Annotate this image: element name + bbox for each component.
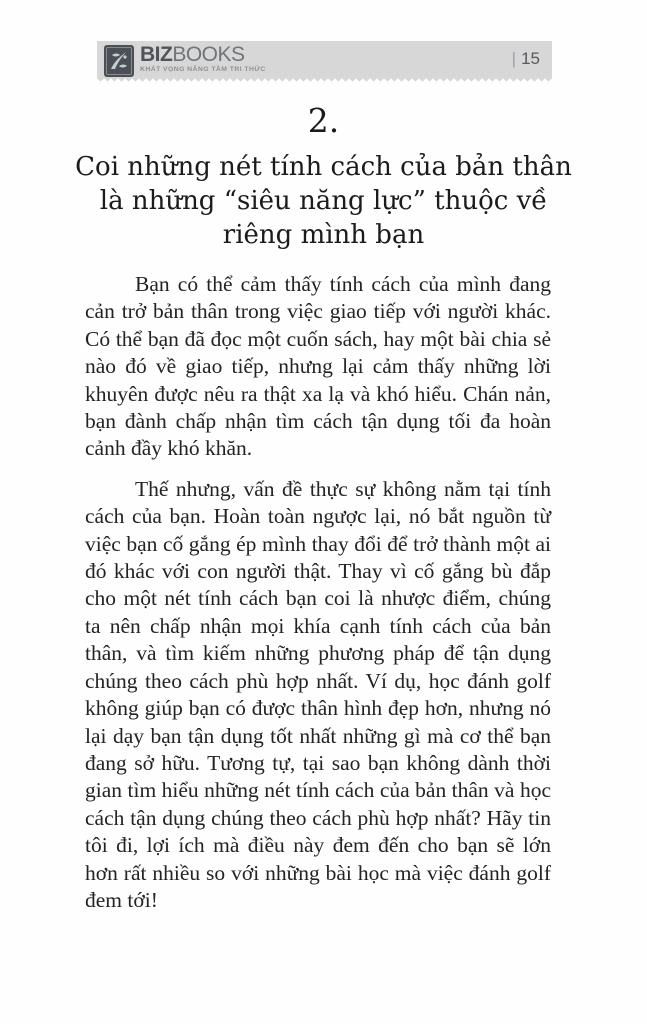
brand-name-biz: BIZ xyxy=(140,42,173,66)
page-number-value: 15 xyxy=(521,49,540,68)
page-header-bar xyxy=(97,41,552,77)
bizbooks-brand xyxy=(104,41,266,77)
paragraph: Thế nhưng, vấn đề thực sự không nằm tại tính cách của bạn. Hoàn toàn ngược lại, nó bắt nguồn từ việc bạn cố gắng ép mình thay đổi để trở thành một ai đó khác với con người thật. Thay vì cố gắng bù đắp cho một nét tính cách bạn coi là nhược điểm, chúng ta nên chấp nhận mọi khía cạnh tính cách của bản thân, và tìm kiếm những phương pháp để tận dụng chúng theo cách phù hợp nhất. Ví dụ, học đánh golf không giúp bạn có được thân hình đẹp hơn, nhưng nó lại dạy bạn tận dụng tốt nhất những gì mà cơ thể bạn đang sở hữu. Tương tự, tại sao bạn không dành thời gian tìm hiểu những nét tính cách của bản thân và học cách tận dụng chúng theo cách phù hợp nhất? Hãy tin tôi đi, lợi ích mà điều này đem đến cho bạn sẽ lớn hơn rất nhiều so với những bài học mà việc đánh golf đem tới! xyxy=(85,476,551,912)
chapter-title: Coi những nét tính cách của bản thân là những “siêu năng lực” thuộc về riêng mình bạn xyxy=(75,152,572,250)
brand-tagline: KHÁT VỌNG NÂNG TẦM TRI THỨC xyxy=(140,65,266,73)
brand-name xyxy=(140,42,266,66)
header-perforated-edge xyxy=(97,77,552,82)
brand-name-books: BOOKS xyxy=(172,42,245,66)
bizbooks-logo-icon xyxy=(104,45,134,77)
body-text-block xyxy=(85,271,551,914)
page-number-separator: | xyxy=(511,49,517,68)
brand-text-block xyxy=(140,42,266,74)
page-number xyxy=(512,49,540,69)
chapter-number: 2. xyxy=(307,101,340,140)
paragraph: Bạn có thể cảm thấy tính cách của mình đang cản trở bản thân trong việc giao tiếp với người khác. Có thể bạn đã đọc một cuốn sách, hay một bài chia sẻ nào đó về giao tiếp, nhưng lại cảm thấy những lời khuyên được nêu ra thật xa lạ và khó hiểu. Chán nản, bạn đành chấp nhận tìm cách tận dụng tối đa hoàn cảnh đầy khó khăn. xyxy=(85,272,551,461)
